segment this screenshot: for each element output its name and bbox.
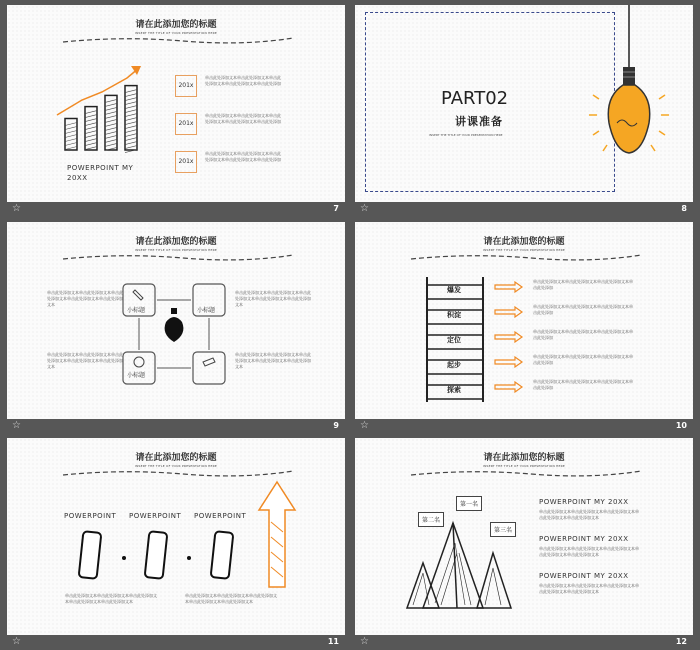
item-heading: POWERPOINT MY 20XX: [539, 535, 629, 543]
year-badge: 201x: [175, 113, 197, 135]
bar-hatch: [125, 90, 137, 93]
bar-hatch: [125, 134, 137, 137]
bar-hatch: [125, 94, 137, 97]
slide-number: 8: [681, 204, 687, 213]
slide-subtitle: INSERT THE TITLE OF YOUR PRESENTATION HERE: [135, 464, 217, 468]
bar-hatch: [105, 123, 117, 126]
bar-hatch: [105, 111, 117, 114]
item-heading: POWERPOINT MY 20XX: [539, 572, 629, 580]
bar-hatch: [105, 119, 117, 122]
bar-hatch: [85, 111, 97, 114]
slide-footer: [355, 635, 693, 650]
slide-10-thumbnail[interactable]: [355, 222, 693, 419]
bar-hatch: [105, 107, 117, 110]
bar-hatch: [85, 131, 97, 134]
bar-hatch: [65, 131, 77, 134]
bar-hatch: [105, 135, 117, 138]
section-heading: 讲课准备: [455, 115, 503, 128]
star-icon[interactable]: ☆: [360, 636, 369, 647]
column-label: POWERPOINT: [64, 512, 117, 520]
bar-hatch: [125, 146, 137, 149]
slide-9-thumbnail[interactable]: [7, 222, 345, 419]
paragraph: 单击此处添加文本单击此处添加文本单击此处添加文本单击此处添加文本单击此处添加文本: [235, 352, 311, 369]
bar-hatch: [85, 115, 97, 118]
item-heading: POWERPOINT MY 20XX: [539, 498, 629, 506]
slide-8-thumbnail[interactable]: [355, 5, 693, 202]
bar-hatch: [85, 123, 97, 126]
rung-text: 单击此处添加文本单击此处添加文本单击此处添加文本单击此处添加: [533, 379, 633, 390]
rank-tag: 第三名: [490, 522, 516, 537]
box-label: 小标题: [127, 307, 146, 314]
dashed-squiggle: [411, 253, 641, 263]
item-text: 单击此处添加文本单击此处添加文本单击此处添加文本单击此处添加文本单击此处添加文本: [539, 546, 639, 557]
bar-hatch: [105, 139, 117, 142]
slide-footer: [7, 202, 345, 217]
slide-title: 请在此添加您的标题: [135, 237, 217, 247]
column-label: POWERPOINT: [194, 512, 247, 520]
bar-hatch: [125, 138, 137, 141]
ladder-rung-label: 起步: [447, 361, 461, 369]
slide-number: 12: [675, 637, 687, 646]
bar-hatch: [85, 143, 97, 146]
bar-hatch: [85, 127, 97, 130]
bar-chart-sketch: [57, 60, 157, 155]
dashed-squiggle: [63, 253, 293, 263]
rung-text: 单击此处添加文本单击此处添加文本单击此处添加文本单击此处添加: [533, 279, 633, 290]
bar-hatch: [105, 115, 117, 118]
item-text: 单击此处添加文本单击此处添加文本单击此处添加文本单击此处添加文本单击此处添加: [205, 151, 281, 162]
bar-hatch: [125, 110, 137, 113]
rank-tag: 第一名: [456, 496, 482, 511]
slide-footer: [355, 202, 693, 217]
bar-hatch: [85, 147, 97, 150]
block-sketches: [67, 528, 237, 588]
bar-hatch: [85, 119, 97, 122]
bar-hatch: [105, 99, 117, 102]
star-icon[interactable]: ☆: [12, 420, 21, 431]
bar-hatch: [125, 130, 137, 133]
paragraph: 单击此处添加文本单击此处添加文本单击此处添加文本单击此处添加文本单击此处添加文本: [185, 593, 277, 604]
bar-hatch: [65, 143, 77, 146]
paragraph: 单击此处添加文本单击此处添加文本单击此处添加文本单击此处添加文本单击此处添加文本: [65, 593, 157, 604]
slide-number: 9: [333, 421, 339, 430]
ladder-rung-label: 探索: [447, 386, 461, 394]
bar-hatch: [125, 122, 137, 125]
arrow-column: [495, 282, 525, 402]
item-text: 单击此处添加文本单击此处添加文本单击此处添加文本单击此处添加文本单击此处添加文本: [539, 583, 639, 594]
paragraph: 单击此处添加文本单击此处添加文本单击此处添加文本单击此处添加文本单击此处添加文本: [235, 290, 311, 307]
slide-number: 7: [333, 204, 339, 213]
star-icon[interactable]: ☆: [12, 636, 21, 647]
bar-hatch: [65, 139, 77, 142]
star-icon[interactable]: ☆: [360, 203, 369, 214]
slide-7-thumbnail[interactable]: [7, 5, 345, 202]
slide-number: 11: [327, 637, 339, 646]
slide-text-block: POWERPOINT MY 20XX: [67, 164, 134, 182]
bar-hatch: [125, 106, 137, 109]
slide-number: 10: [675, 421, 687, 430]
slide-footer: [7, 419, 345, 434]
slide-footer: [7, 635, 345, 650]
paragraph: 单击此处添加文本单击此处添加文本单击此处添加文本单击此处添加文本单击此处添加文本: [47, 290, 123, 307]
item-text: 单击此处添加文本单击此处添加文本单击此处添加文本单击此处添加文本单击此处添加: [205, 113, 281, 124]
rung-text: 单击此处添加文本单击此处添加文本单击此处添加文本单击此处添加: [533, 354, 633, 365]
box-label: 小标题: [197, 307, 216, 314]
bar-hatch: [105, 143, 117, 146]
rung-text: 单击此处添加文本单击此处添加文本单击此处添加文本单击此处添加: [533, 329, 633, 340]
dashed-squiggle: [411, 469, 641, 479]
rung-text: 单击此处添加文本单击此处添加文本单击此处添加文本单击此处添加: [533, 304, 633, 315]
bar-hatch: [85, 139, 97, 142]
slide-title: 请在此添加您的标题: [483, 453, 565, 463]
rank-tag: 第二名: [418, 512, 444, 527]
column-label: POWERPOINT: [129, 512, 182, 520]
dashed-squiggle: [63, 469, 293, 479]
bar-hatch: [65, 127, 77, 130]
bar-hatch: [125, 142, 137, 145]
bar-hatch: [105, 127, 117, 130]
star-icon[interactable]: ☆: [12, 203, 21, 214]
paragraph: 单击此处添加文本单击此处添加文本单击此处添加文本单击此处添加文本单击此处添加文本: [47, 352, 123, 369]
bar-hatch: [105, 103, 117, 106]
bar-hatch: [125, 98, 137, 101]
item-text: 单击此处添加文本单击此处添加文本单击此处添加文本单击此处添加文本单击此处添加文本: [539, 509, 639, 520]
bar-hatch: [125, 102, 137, 105]
ladder-rung-label: 积淀: [447, 311, 461, 319]
slide-subtitle: INSERT THE TITLE OF YOUR PRESENTATION HERE: [483, 464, 565, 468]
bar-hatch: [125, 126, 137, 129]
slide-title: 请在此添加您的标题: [135, 453, 217, 463]
slide-title: 请在此添加您的标题: [135, 20, 217, 30]
slide-footer: [355, 419, 693, 434]
slide-subtitle: INSERT THE TITLE OF YOUR PRESENTATION HERE: [135, 248, 217, 252]
up-arrow-icon: [257, 482, 297, 592]
box-label: 小标题: [127, 372, 146, 379]
bar-hatch: [125, 114, 137, 117]
ladder-rung-label: 定位: [447, 336, 461, 344]
bar-hatch: [125, 118, 137, 121]
slide-title: 请在此添加您的标题: [483, 237, 565, 247]
year-badge: 201x: [175, 75, 197, 97]
year-badge: 201x: [175, 151, 197, 173]
item-text: 单击此处添加文本单击此处添加文本单击此处添加文本单击此处添加文本单击此处添加: [205, 75, 281, 86]
slide-12-thumbnail[interactable]: [355, 438, 693, 635]
dashed-squiggle: [63, 36, 293, 46]
slide-subtitle: INSERT THE TITLE OF YOUR PRESENTATION HERE: [135, 31, 217, 35]
section-caption: INSERT THE TITLE OF YOUR PRESENTATION HERE: [429, 133, 503, 137]
bar-hatch: [65, 123, 77, 126]
slide-subtitle: INSERT THE TITLE OF YOUR PRESENTATION HERE: [483, 248, 565, 252]
star-icon[interactable]: ☆: [360, 420, 369, 431]
light-bulb-icon: [593, 5, 673, 175]
bar-hatch: [65, 135, 77, 138]
ladder-rung-label: 爆发: [447, 286, 461, 294]
bar-hatch: [105, 131, 117, 134]
part-heading: PART02: [441, 88, 509, 109]
bar-hatch: [85, 135, 97, 138]
bar-hatch: [65, 147, 77, 150]
slide-11-thumbnail[interactable]: [7, 438, 345, 635]
